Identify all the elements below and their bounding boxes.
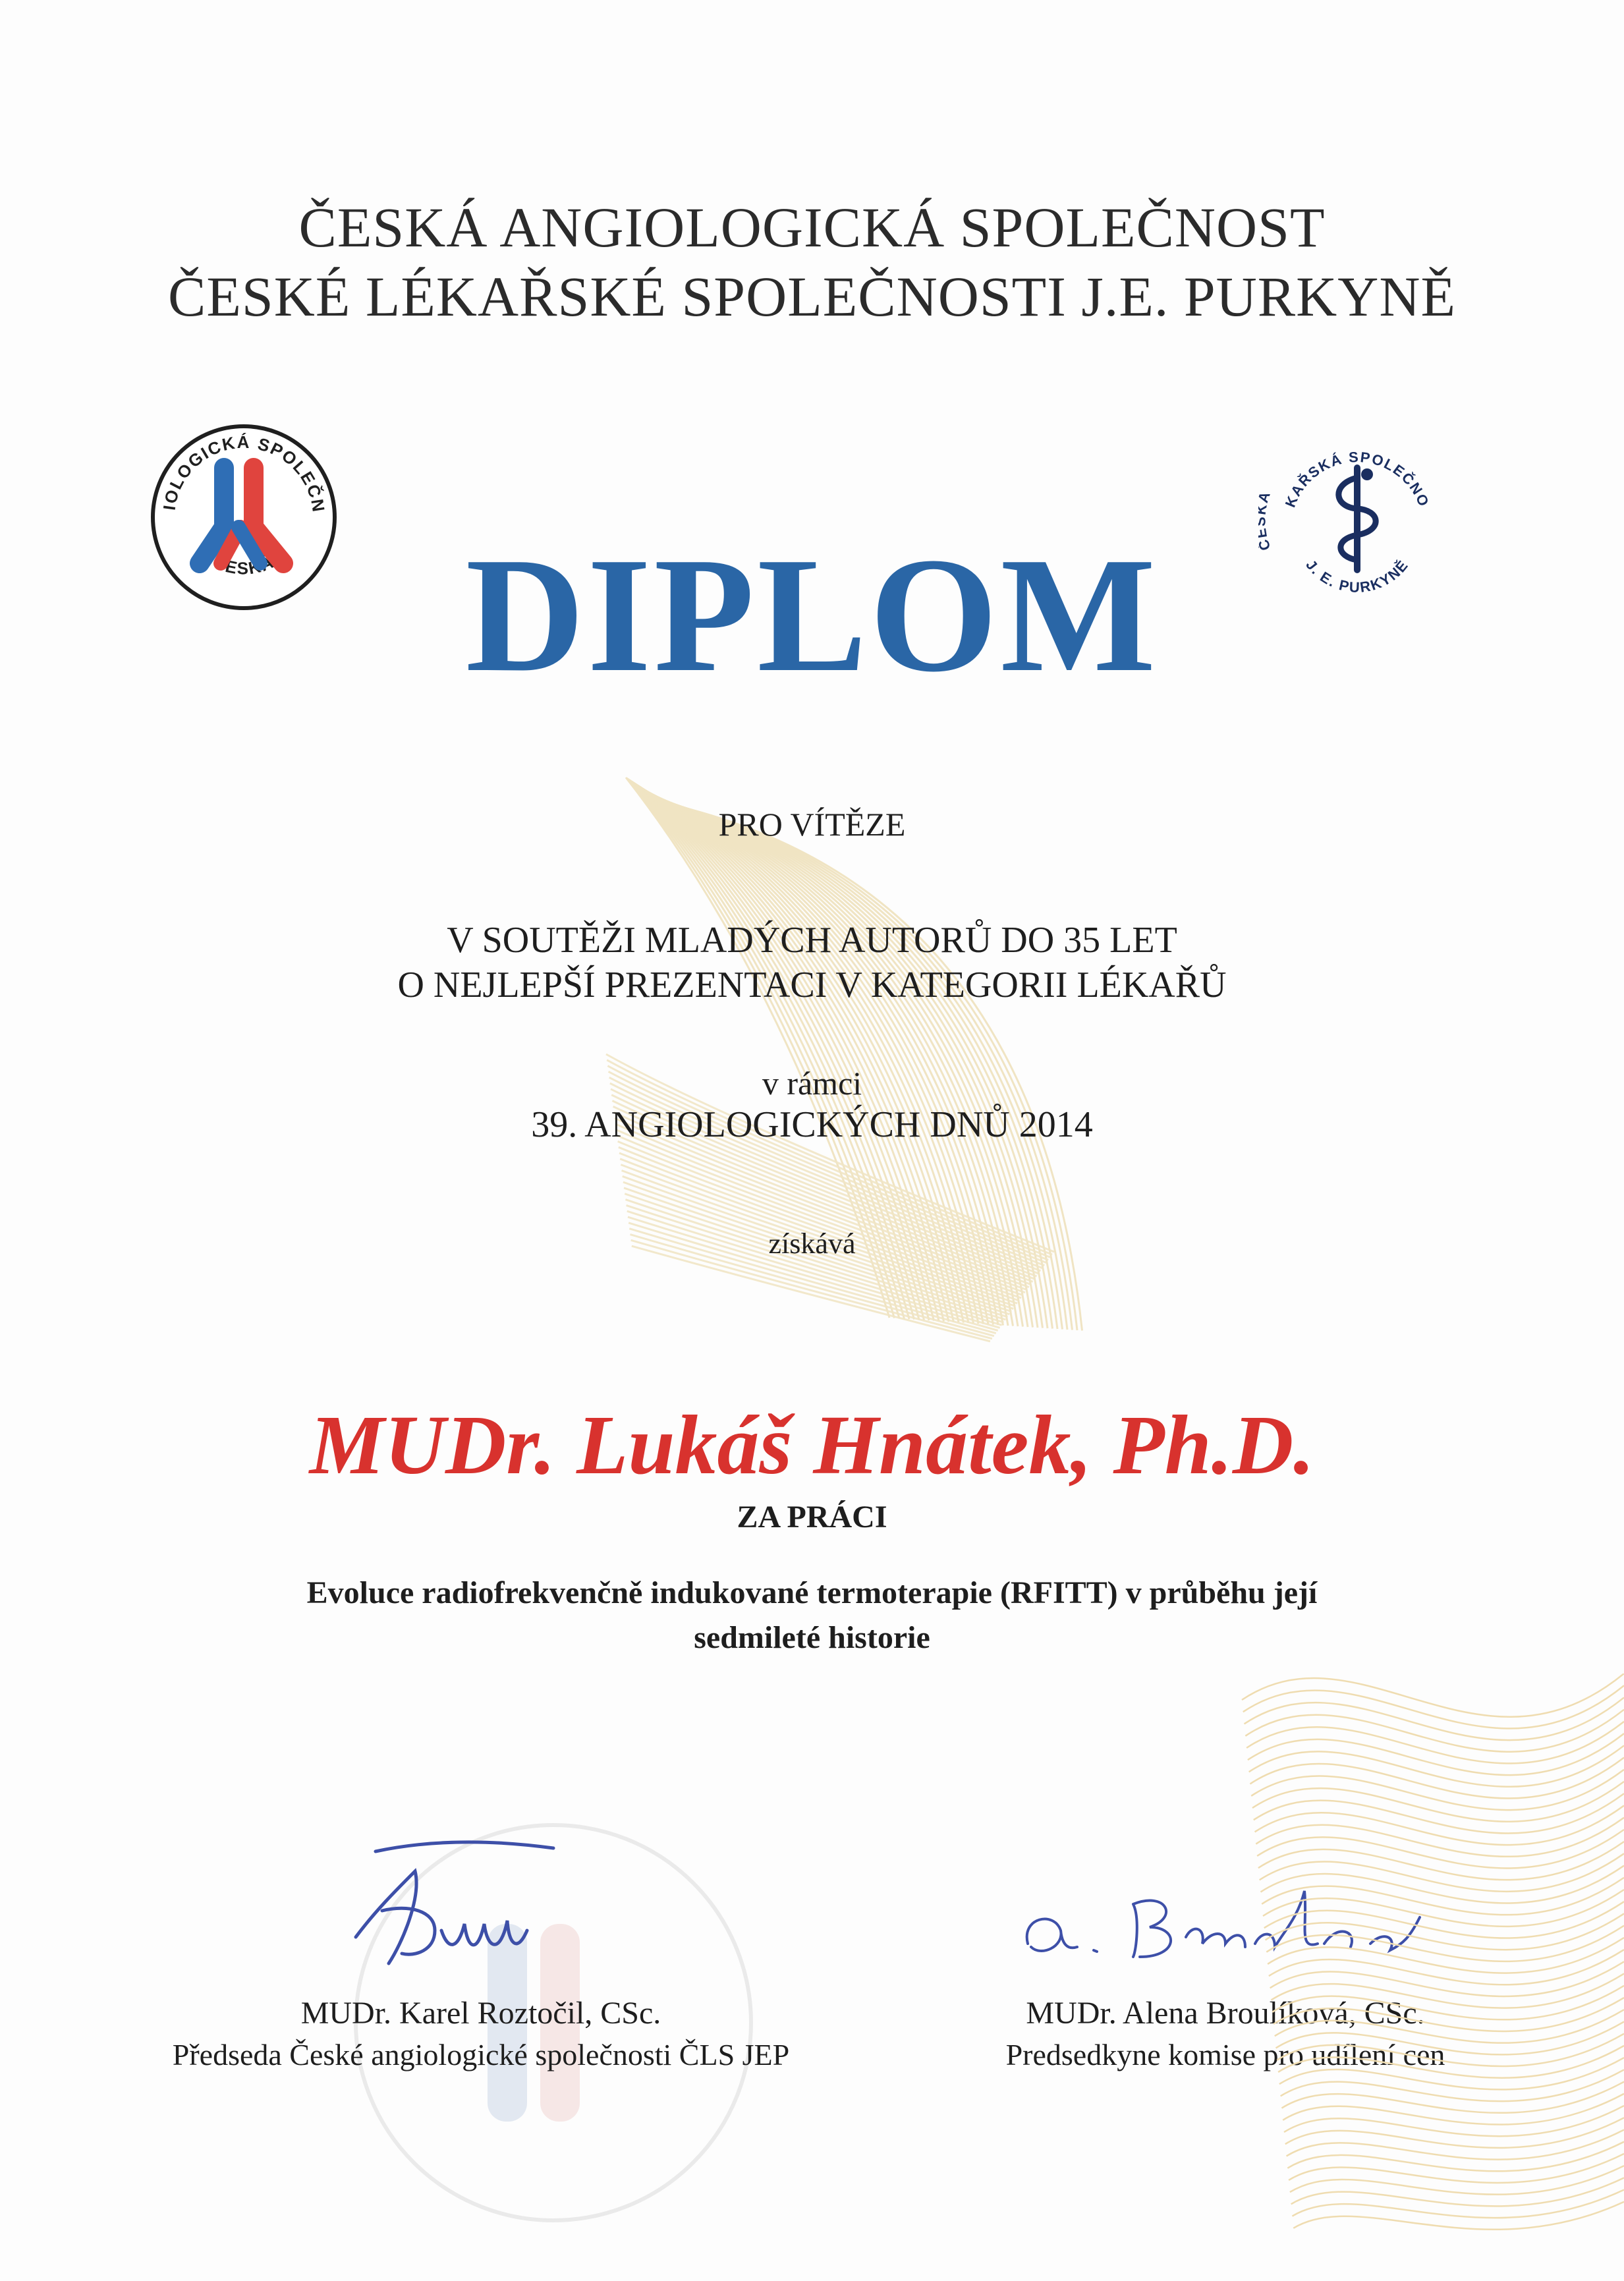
left-seal-text-top: IOLOGICKÁ SPOLEČN	[159, 432, 329, 515]
left-signatory-role: Předseda České angiologické společnosti ČLS JEP	[172, 2038, 790, 2071]
right-signatory-role: Predsedkyne komise pro udílení cen	[1005, 2038, 1445, 2071]
org-name-line-1: ČESKÁ ANGIOLOGICKÁ SPOLEČNOST	[298, 196, 1326, 259]
competition-line-2: O NEJLEPŠÍ PREZENTACI V KATEGORII LÉKAŘŮ	[397, 965, 1227, 1005]
right-seal-text-bottom: J. E. PURKYNĚ	[1302, 556, 1412, 596]
org-name-line-2: ČESKÉ LÉKAŘSKÉ SPOLEČNOSTI J.E. PURKYNĚ	[167, 265, 1457, 328]
receives-text: získává	[768, 1227, 856, 1260]
right-signatory-name: MUDr. Alena Broulíková, CSc.	[1026, 1996, 1425, 2031]
watermark-corner-guilloche	[1229, 1674, 1624, 2267]
left-signature	[336, 1832, 586, 1990]
within-text: v rámci	[762, 1065, 862, 1102]
work-title-line-2: sedmileté historie	[694, 1620, 930, 1655]
for-winner-text: PRO VÍTĚZE	[718, 806, 906, 843]
diploma-title: DIPLOM	[465, 524, 1159, 706]
svg-text:LÉKAŘSKÁ SPOLEČNOST	[1258, 422, 1432, 509]
event-text: 39. ANGIOLOGICKÝCH DNŮ 2014	[531, 1104, 1093, 1145]
work-title-line-1: Evoluce radiofrekvenčně indukované termoterapie (RFITT) v průběhu její	[306, 1575, 1318, 1610]
right-seal-text-top: KAŘSKÁ SPOLEČNO	[1281, 448, 1433, 510]
competition-line-1: V SOUTĚŽI MLADÝCH AUTORŮ DO 35 LET	[447, 920, 1177, 961]
left-seal-text-bottom: ČESKÁ	[210, 551, 277, 578]
recipient-name: MUDr. Lukáš Hnátek, Ph.D.	[309, 1398, 1315, 1492]
for-work-text: ZA PRÁCI	[737, 1500, 887, 1535]
left-signatory-name: MUDr. Karel Roztočil, CSc.	[300, 1996, 661, 2031]
